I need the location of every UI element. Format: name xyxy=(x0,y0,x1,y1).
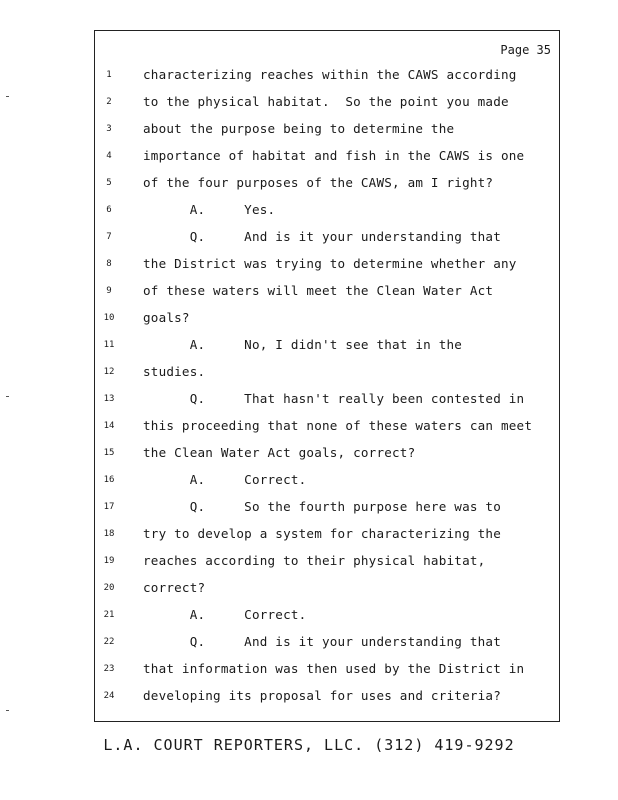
line-text: to the physical habitat. So the point you made xyxy=(143,94,509,109)
transcript-line xyxy=(95,389,561,409)
transcript-line xyxy=(95,65,561,85)
line-number: 22 xyxy=(103,637,115,647)
transcript-line xyxy=(95,443,561,463)
line-number: 21 xyxy=(103,610,115,620)
scan-mark xyxy=(6,396,9,397)
transcript-line xyxy=(95,227,561,247)
transcript-line xyxy=(95,362,561,382)
line-number: 7 xyxy=(106,232,112,242)
line-number: 6 xyxy=(106,205,112,215)
line-number: 15 xyxy=(103,448,115,458)
line-text: this proceeding that none of these waters can meet xyxy=(143,418,533,433)
line-number: 3 xyxy=(106,124,112,134)
line-number: 16 xyxy=(103,475,115,485)
line-text: A. Yes. xyxy=(143,202,276,217)
line-text: developing its proposal for uses and criteria? xyxy=(143,688,501,703)
transcript-line xyxy=(95,308,561,328)
transcript-line xyxy=(95,524,561,544)
line-text: Q. And is it your understanding that xyxy=(143,634,501,649)
footer-reporter: L.A. COURT REPORTERS, LLC. (312) 419-9292 xyxy=(103,736,515,754)
transcript-line xyxy=(95,254,561,274)
transcript-line xyxy=(95,497,561,517)
line-number: 17 xyxy=(103,502,115,512)
line-number: 5 xyxy=(106,178,112,188)
line-text: reaches according to their physical habitat, xyxy=(143,553,486,568)
line-text: importance of habitat and fish in the CAWS is one xyxy=(143,148,525,163)
line-text: A. Correct. xyxy=(143,472,307,487)
transcript-line xyxy=(95,173,561,193)
line-number: 24 xyxy=(103,691,115,701)
line-text: Q. That hasn't really been contested in xyxy=(143,391,525,406)
line-number: 11 xyxy=(103,340,115,350)
transcript-line xyxy=(95,551,561,571)
line-number: 10 xyxy=(103,313,115,323)
line-text: the Clean Water Act goals, correct? xyxy=(143,445,416,460)
line-number: 4 xyxy=(106,151,112,161)
transcript-line xyxy=(95,92,561,112)
line-number: 23 xyxy=(103,664,115,674)
transcript-line xyxy=(95,632,561,652)
line-text: of these waters will meet the Clean Water Act xyxy=(143,283,494,298)
transcript-line xyxy=(95,146,561,166)
transcript-line xyxy=(95,605,561,625)
page-number: Page 35 xyxy=(500,43,551,57)
transcript-line xyxy=(95,659,561,679)
line-number: 2 xyxy=(106,97,112,107)
line-number: 9 xyxy=(106,286,112,296)
line-text: characterizing reaches within the CAWS according xyxy=(143,67,517,82)
line-text: goals? xyxy=(143,310,190,325)
transcript-line xyxy=(95,200,561,220)
line-number: 19 xyxy=(103,556,115,566)
line-number: 14 xyxy=(103,421,115,431)
transcript-line xyxy=(95,578,561,598)
line-number: 12 xyxy=(103,367,115,377)
transcript-line xyxy=(95,470,561,490)
line-number: 18 xyxy=(103,529,115,539)
line-text: of the four purposes of the CAWS, am I right? xyxy=(143,175,494,190)
line-text: the District was trying to determine whether any xyxy=(143,256,517,271)
line-text: Q. So the fourth purpose here was to xyxy=(143,499,501,514)
line-text: about the purpose being to determine the xyxy=(143,121,455,136)
line-text: Q. And is it your understanding that xyxy=(143,229,501,244)
transcript-line xyxy=(95,119,561,139)
transcript-line xyxy=(95,686,561,706)
line-text: that information was then used by the District in xyxy=(143,661,525,676)
scan-mark xyxy=(6,710,9,711)
line-text: A. No, I didn't see that in the xyxy=(143,337,463,352)
transcript-page xyxy=(94,30,560,722)
transcript-line xyxy=(95,416,561,436)
line-number: 20 xyxy=(103,583,115,593)
line-number: 8 xyxy=(106,259,112,269)
line-text: try to develop a system for characterizing the xyxy=(143,526,501,541)
line-number: 13 xyxy=(103,394,115,404)
line-text: correct? xyxy=(143,580,206,595)
line-text: studies. xyxy=(143,364,206,379)
scan-mark xyxy=(6,96,9,97)
line-number: 1 xyxy=(106,70,112,80)
transcript-line xyxy=(95,281,561,301)
transcript-line xyxy=(95,335,561,355)
line-text: A. Correct. xyxy=(143,607,307,622)
